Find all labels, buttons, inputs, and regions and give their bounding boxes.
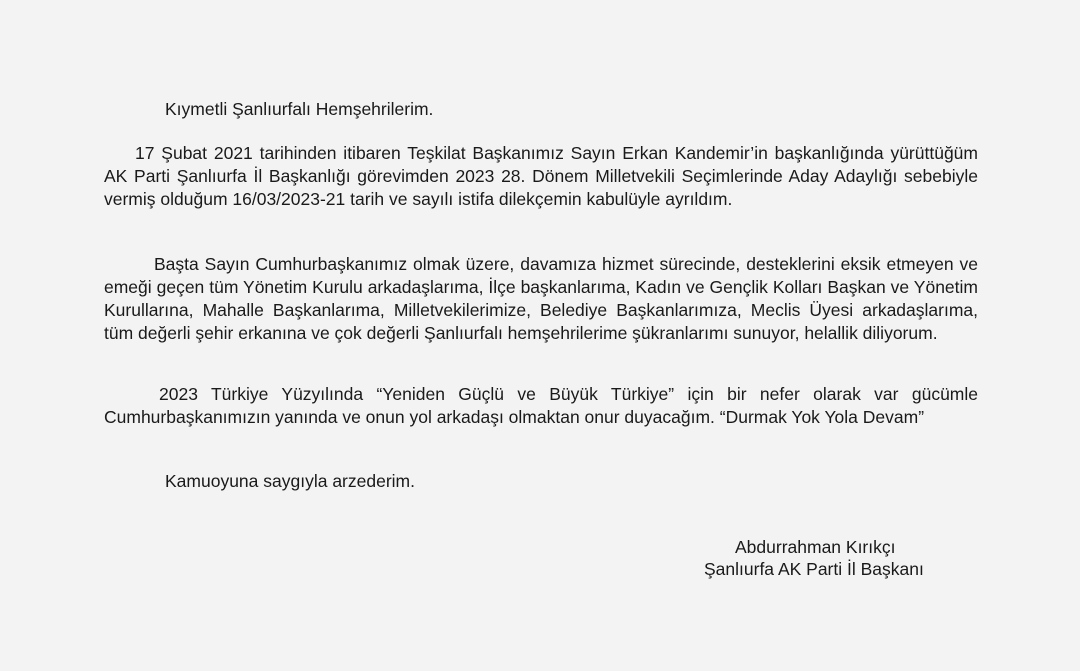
paragraph-thanks: Başta Sayın Cumhurbaşkanımız olmak üzere, davamıza hizmet sürecinde, desteklerini eksik etmeyen ve emeği geçen tüm Yönetim Kurulu arkadaşlarıma, İlçe başkanlarıma, Kadın ve Gençlik Kolları Başkan ve Yönetim Kurullarına, Mahalle Başkanlarıma, Milletvekilerimize, Belediye Başkanlarımıza, Meclis Üyesi arkadaşlarıma, tüm değerli şehir erkanına ve çok değerli Şanlıurfalı hemşehrilerime şükranlarımı sunuyor, helallik diliyorum.	[104, 254, 978, 343]
greeting-line: Kıymetli Şanlıurfalı Hemşehrilerim.	[165, 99, 434, 119]
closing-line: Kamuoyuna saygıyla arzederim.	[165, 471, 415, 491]
paragraph-future: 2023 Türkiye Yüzyılında “Yeniden Güçlü ve Büyük Türkiye” için bir nefer olarak var gücümle Cumhurbaşkanımızın yanında ve onun yol arkadaşı olmaktan onur duyacağım. “Durmak Yok Yola Devam”	[104, 384, 978, 427]
signature-name: Abdurrahman Kırıkçı	[735, 537, 896, 557]
signature-title: Şanlıurfa AK Parti İl Başkanı	[704, 559, 924, 579]
paragraph-resignation: 17 Şubat 2021 tarihinden itibaren Teşkilat Başkanımız Sayın Erkan Kandemir’in başkanlığında yürüttüğüm AK Parti Şanlıurfa İl Başkanlığı görevimden 2023 28. Dönem Milletvekili Seçimlerinde Aday Adaylığı sebebiyle vermiş olduğum 16/03/2023-21 tarih ve sayılı istifa dilekçemin kabulüyle ayrıldım.	[104, 143, 978, 209]
